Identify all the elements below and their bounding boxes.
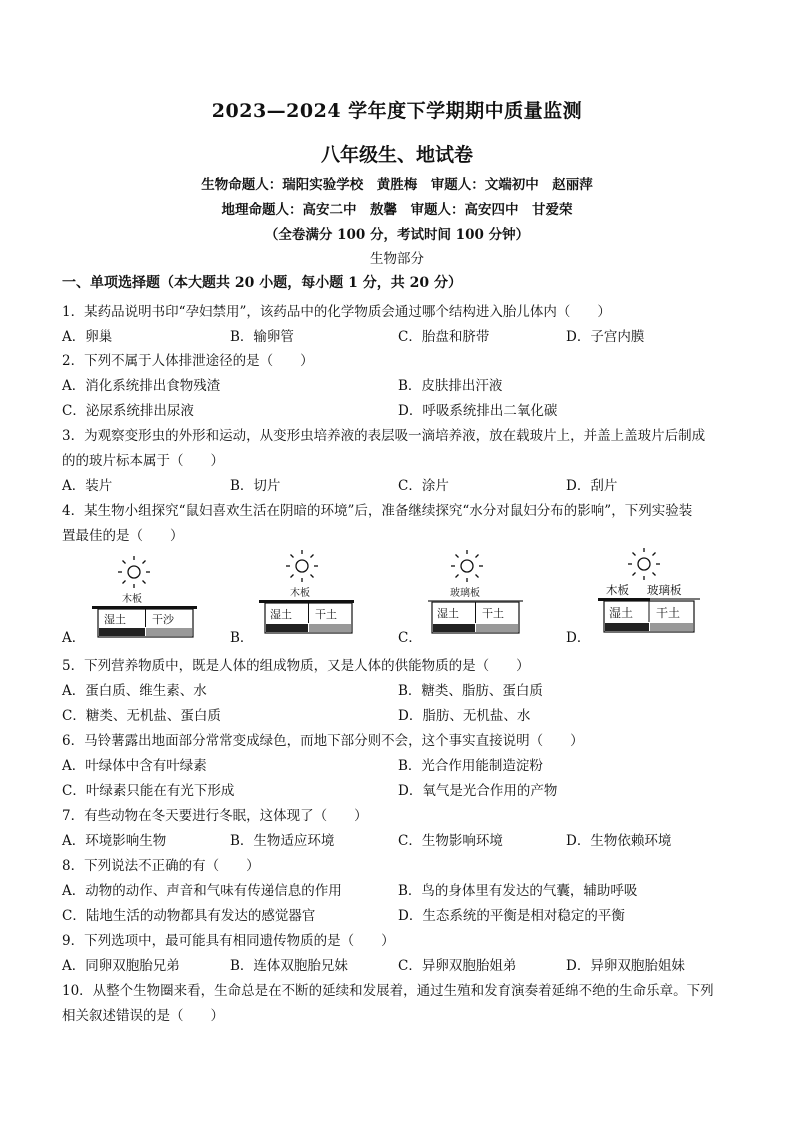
question-7-option-b: B．生物适应环境	[230, 833, 335, 849]
board-label: 木板	[606, 583, 629, 597]
question-1-option-c: C．胎盘和脐带	[398, 329, 490, 345]
question-6-option-a: A．叶绿体中含有叶绿素	[62, 758, 207, 774]
bio-authors: 生物命题人：瑞阳实验学校 黄胜梅 审题人：文端初中 赵丽萍	[201, 177, 593, 193]
question-3-option-c: C．涂片	[398, 478, 449, 494]
question-3-option-a: A．装片	[62, 478, 113, 494]
sun-icon	[628, 548, 660, 580]
question-3-option-b: B．切片	[230, 478, 281, 494]
question-6-stem: 6．马铃薯露出地面部分常常变成绿色，而地下部分则不会，这个事实直接说明（ ）	[62, 733, 584, 749]
question-7-option-d: D．生物依赖环境	[566, 833, 672, 849]
question-4-option-c: C．	[398, 630, 422, 646]
question-6-option-b: B．光合作用能制造淀粉	[398, 758, 543, 774]
question-8-option-c: C．陆地生活的动物都具有发达的感觉器官	[62, 908, 316, 924]
exam-note: （全卷满分 100 分，考试时间 100 分钟）	[264, 227, 530, 243]
sun-icon	[451, 550, 483, 582]
question-4-option-d: D．	[566, 630, 591, 646]
question-4-stem-line1: 4．某生物小组探究“鼠妇喜欢生活在阴暗的环境”后，准备继续探究“水分对鼠妇分布的影响”，下列实验装	[62, 503, 693, 519]
question-1-option-b: B．输卵管	[230, 329, 294, 345]
right-soil-label: 干土	[315, 608, 337, 621]
sun-icon	[286, 550, 318, 582]
setup-c-diagram	[422, 546, 562, 641]
question-2-stem: 2．下列不属于人体排泄途径的是（ ）	[62, 353, 314, 369]
board-label: 木板	[122, 594, 142, 605]
board-label: 木板	[290, 588, 310, 599]
question-5-option-c: C．糖类、无机盐、蛋白质	[62, 708, 221, 724]
sun-icon	[118, 556, 150, 588]
question-1-stem: 1．某药品说明书印“孕妇禁用”，该药品中的化学物质会通过哪个结构进入胎儿体内（ ）	[62, 304, 611, 320]
question-7-stem: 7．有些动物在冬天要进行冬眠，这体现了（ ）	[62, 808, 368, 824]
question-4-figures	[62, 550, 742, 645]
question-7-option-c: C．生物影响环境	[398, 833, 503, 849]
right-soil-label: 干沙	[152, 613, 174, 626]
question-8-option-d: D．生态系统的平衡是相对稳定的平衡	[398, 908, 625, 924]
setup-b-diagram	[257, 546, 397, 641]
question-3-option-d: D．刮片	[566, 478, 618, 494]
question-1-option-a: A．卵巢	[62, 329, 113, 345]
glass-board-label: 玻璃板	[647, 583, 682, 597]
section-heading: 一、单项选择题（本大题共 20 小题，每小题 1 分，共 20 分）	[62, 275, 462, 291]
question-9-option-c: C．异卵双胞胎姐弟	[398, 958, 517, 974]
question-9-option-d: D．异卵双胞胎姐妹	[566, 958, 685, 974]
left-soil-label: 湿土	[270, 608, 292, 621]
right-soil-label: 干土	[656, 606, 681, 620]
setup-d-diagram	[592, 544, 737, 641]
left-soil-label: 湿土	[609, 606, 634, 620]
setup-a-diagram	[84, 550, 224, 645]
question-3-stem-line1: 3．为观察变形虫的外形和运动，从变形虫培养液的表层吸一滴培养液，放在载玻片上，并盖上盖玻片后制成	[62, 428, 706, 444]
question-6-option-c: C．叶绿素只能在有光下形成	[62, 783, 235, 799]
question-4-stem-line2: 置最佳的是（ ）	[62, 528, 184, 544]
question-9-option-a: A．同卵双胞胎兄弟	[62, 958, 180, 974]
question-5-option-a: A．蛋白质、维生素、水	[62, 683, 207, 699]
question-1-option-d: D．子宫内膜	[566, 329, 645, 345]
question-9-option-b: B．连体双胞胎兄妹	[230, 958, 348, 974]
question-2-option-a: A．消化系统排出食物残渣	[62, 378, 221, 394]
part-title: 生物部分	[370, 251, 424, 267]
question-5-option-d: D．脂肪、无机盐、水	[398, 708, 531, 724]
question-4-option-a: A．	[62, 630, 86, 646]
question-7-option-a: A．环境影响生物	[62, 833, 167, 849]
question-10-stem-line2: 相关叙述错误的是（ ）	[62, 1008, 224, 1024]
question-6-option-d: D．氧气是光合作用的产物	[398, 783, 558, 799]
question-5-stem: 5．下列营养物质中，既是人体的组成物质，又是人体的供能物质的是（ ）	[62, 658, 530, 674]
exam-subtitle: 八年级生、地试卷	[320, 144, 473, 166]
question-2-option-c: C．泌尿系统排出尿液	[62, 403, 194, 419]
board-label: 玻璃板	[450, 588, 480, 599]
question-10-stem-line1: 10．从整个生物圈来看，生命总是在不断的延续和发展着，通过生殖和发育演奏着延绵不绝的生命乐章。下列	[62, 983, 714, 999]
left-soil-label: 湿土	[437, 607, 459, 620]
question-8-option-b: B．鸟的身体里有发达的气囊，辅助呼吸	[398, 883, 638, 899]
left-soil-label: 湿土	[104, 613, 126, 626]
geo-authors: 地理命题人：高安二中 敖馨 审题人：高安四中 甘爱荣	[221, 202, 573, 218]
right-soil-label: 干土	[482, 607, 504, 620]
question-3-stem-line2: 的的玻片标本属于（ ）	[62, 453, 224, 469]
question-8-option-a: A．动物的动作、声音和气味有传递信息的作用	[62, 883, 342, 899]
question-8-stem: 8．下列说法不正确的有（ ）	[62, 858, 260, 874]
exam-title: 2023—2024 学年度下学期期中质量监测	[211, 100, 583, 122]
question-2-option-d: D．呼吸系统排出二氧化碳	[398, 403, 558, 419]
question-4-option-b: B．	[230, 630, 254, 646]
question-5-option-b: B．糖类、脂肪、蛋白质	[398, 683, 543, 699]
question-9-stem: 9．下列选项中，最可能具有相同遗传物质的是（ ）	[62, 933, 395, 949]
question-2-option-b: B．皮肤排出汗液	[398, 378, 503, 394]
